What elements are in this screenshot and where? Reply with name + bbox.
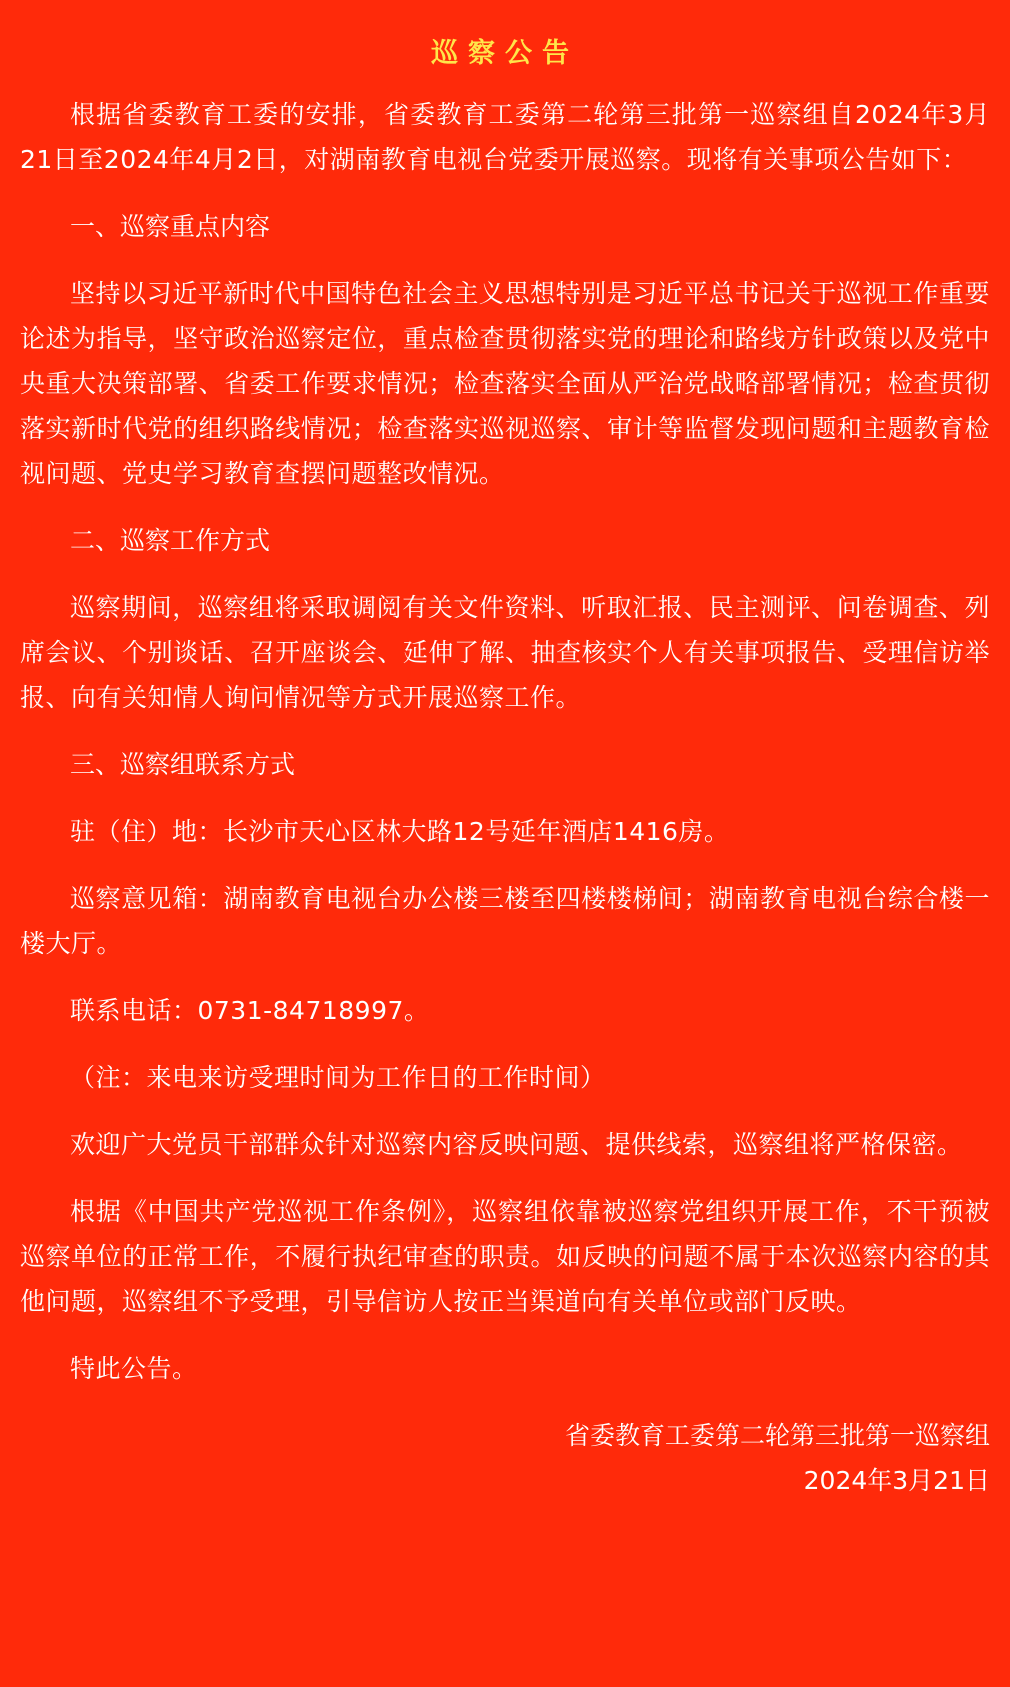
signature-org: 省委教育工委第二轮第三批第一巡察组 [564,1421,990,1450]
signature-date: 2024年3月21日 [803,1466,990,1495]
contact-address: 驻（住）地：长沙市天心区林大路12号延年酒店1416房。 [70,817,730,846]
section2-heading: 二、巡察工作方式 [70,526,271,555]
section3-heading: 三、巡察组联系方式 [70,750,296,779]
section1-heading: 一、巡察重点内容 [70,212,271,241]
regulation-paragraph: 根据《中国共产党巡视工作条例》，巡察组依靠被巡察党组织开展工作，不干预被巡察单位的正常工作，不履行执纪审查的职责。如反映的问题不属于本次巡察内容的其他问题，巡察组不予受理，引导信访人按正当渠道向有关单位或部门反映。 [20,1197,990,1316]
section1-body: 坚持以习近平新时代中国特色社会主义思想特别是习近平总书记关于巡视工作重要论述为指导，坚守政治巡察定位，重点检查贯彻落实党的理论和路线方针政策以及党中央重大决策部署、省委工作要求情况；检查落实全面从严治党战略部署情况；检查贯彻落实新时代党的组织路线情况；检查落实巡视巡察、审计等监督发现问题和主题教育检视问题、党史学习教育查摆问题整改情况。 [20,279,990,488]
contact-note: （注：来电来访受理时间为工作日的工作时间） [70,1063,606,1092]
section2-body: 巡察期间，巡察组将采取调阅有关文件资料、听取汇报、民主测评、问卷调查、列席会议、个别谈话、召开座谈会、延伸了解、抽查核实个人有关事项报告、受理信访举报、向有关知情人询问情况等方式开展巡察工作。 [20,593,990,712]
intro-paragraph: 根据省委教育工委的安排，省委教育工委第二轮第三批第一巡察组自2024年3月21日至2024年4月2日，对湖南教育电视台党委开展巡察。现将有关事项公告如下： [20,100,990,174]
announcement-title: 巡察公告 [431,38,579,69]
contact-phone: 联系电话：0731-84718997。 [70,996,430,1025]
contact-mailbox: 巡察意见箱：湖南教育电视台办公楼三楼至四楼楼梯间；湖南教育电视台综合楼一楼大厅。 [20,884,990,958]
welcome-paragraph: 欢迎广大党员干部群众针对巡察内容反映问题、提供线索，巡察组将严格保密。 [70,1130,963,1159]
closing-line: 特此公告。 [70,1354,198,1383]
